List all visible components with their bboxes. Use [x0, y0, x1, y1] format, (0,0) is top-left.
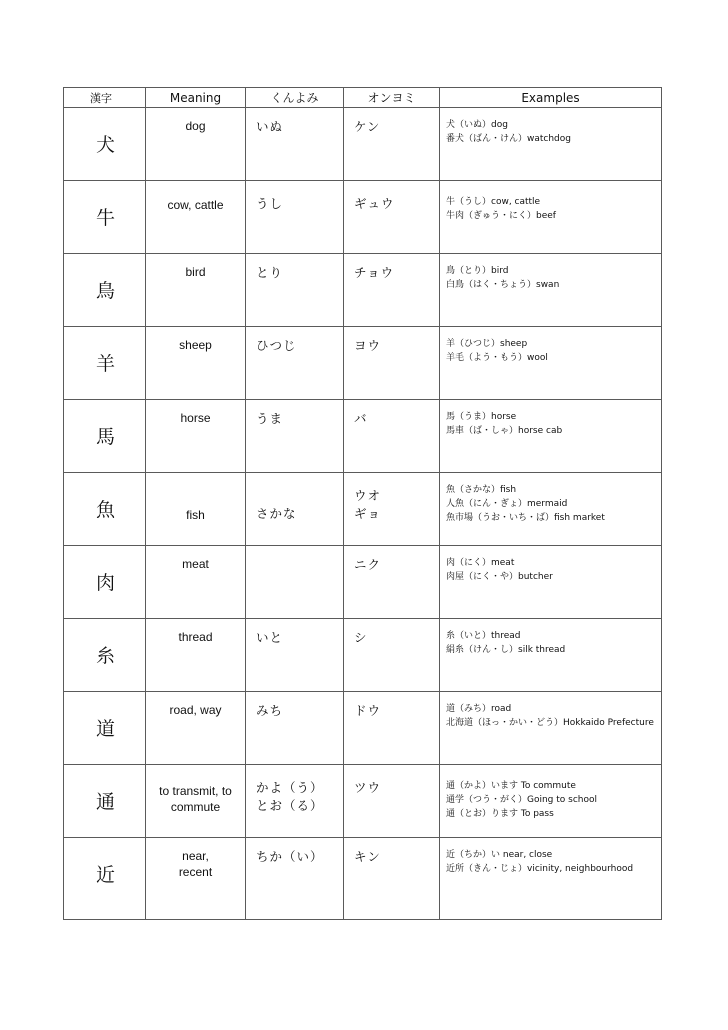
kanji-vocabulary-table — [63, 87, 662, 920]
table-row — [64, 327, 662, 400]
meaning-cell: near, recent — [146, 838, 246, 920]
example-line: 北海道（ほっ・かい・どう）Hokkaido Prefecture — [446, 718, 654, 728]
kunyomi-cell: いぬ — [246, 108, 344, 181]
examples-cell — [440, 400, 662, 473]
kunyomi-cell — [246, 765, 344, 838]
onyomi-reading: ギョ — [354, 506, 382, 521]
example-line: 道（みち）road — [446, 704, 512, 714]
example-line: 馬（うま）horse — [446, 412, 517, 422]
example-line: 魚（さかな）fish — [446, 485, 517, 495]
onyomi-cell: バ — [344, 400, 440, 473]
kanji-cell: 魚 — [64, 473, 146, 546]
example-line: 絹糸（けん・し）silk thread — [446, 645, 566, 655]
kanji-cell: 近 — [64, 838, 146, 920]
kunyomi-reading: とお（る） — [256, 798, 324, 813]
example-line: 通（かよ）います To commute — [446, 781, 576, 791]
kunyomi-cell: ひつじ — [246, 327, 344, 400]
example-line: 白鳥（はく・ちょう）swan — [446, 280, 560, 290]
example-line: 牛肉（ぎゅう・にく）beef — [446, 211, 556, 221]
example-line: 肉（にく）meat — [446, 558, 515, 568]
table-row — [64, 181, 662, 254]
onyomi-cell: キン — [344, 838, 440, 920]
example-line: 番犬（ばん・けん）watchdog — [446, 134, 571, 144]
kunyomi-cell: いと — [246, 619, 344, 692]
examples-cell — [440, 838, 662, 920]
meaning-cell: dog — [146, 108, 246, 181]
kunyomi-cell: とり — [246, 254, 344, 327]
example-line: 通学（つう・がく）Going to school — [446, 795, 598, 805]
header-examples: Examples — [440, 88, 662, 108]
example-line: 羊（ひつじ）sheep — [446, 339, 528, 349]
examples-cell — [440, 254, 662, 327]
table-row — [64, 692, 662, 765]
meaning-cell: bird — [146, 254, 246, 327]
table-row — [64, 546, 662, 619]
header-kunyomi: くんよみ — [246, 88, 344, 108]
onyomi-cell: ギュウ — [344, 181, 440, 254]
examples-cell — [440, 327, 662, 400]
examples-cell — [440, 108, 662, 181]
header-kanji: 漢字 — [64, 88, 146, 108]
table-row — [64, 254, 662, 327]
kunyomi-cell — [246, 546, 344, 619]
meaning-cell: cow, cattle — [146, 181, 246, 254]
example-line: 牛（うし）cow, cattle — [446, 197, 541, 207]
example-line: 人魚（にん・ぎょ）mermaid — [446, 499, 568, 509]
example-line: 糸（いと）thread — [446, 631, 521, 641]
example-line: 通（とお）ります To pass — [446, 809, 554, 819]
meaning-cell: sheep — [146, 327, 246, 400]
example-line: 魚市場（うお・いち・ば）fish market — [446, 513, 605, 523]
table-row — [64, 400, 662, 473]
onyomi-cell: ニク — [344, 546, 440, 619]
onyomi-cell: チョウ — [344, 254, 440, 327]
header-row — [64, 88, 662, 108]
kanji-cell: 馬 — [64, 400, 146, 473]
kunyomi-cell: うし — [246, 181, 344, 254]
kanji-cell: 犬 — [64, 108, 146, 181]
onyomi-cell: ツウ — [344, 765, 440, 838]
table-row — [64, 838, 662, 920]
kanji-cell: 羊 — [64, 327, 146, 400]
kunyomi-cell: みち — [246, 692, 344, 765]
table-row — [64, 473, 662, 546]
examples-cell — [440, 765, 662, 838]
examples-cell — [440, 546, 662, 619]
example-line: 犬（いぬ）dog — [446, 120, 508, 130]
examples-cell — [440, 692, 662, 765]
kunyomi-cell: うま — [246, 400, 344, 473]
onyomi-cell: ケン — [344, 108, 440, 181]
table-row — [64, 108, 662, 181]
meaning-cell: meat — [146, 546, 246, 619]
example-line: 羊毛（よう・もう）wool — [446, 353, 548, 363]
example-line: 近所（きん・じょ）vicinity, neighbourhood — [446, 864, 634, 874]
header-meaning: Meaning — [146, 88, 246, 108]
kanji-cell: 通 — [64, 765, 146, 838]
table-row — [64, 619, 662, 692]
kanji-cell: 肉 — [64, 546, 146, 619]
examples-cell — [440, 473, 662, 546]
meaning-cell: horse — [146, 400, 246, 473]
meaning-cell: fish — [146, 473, 246, 546]
onyomi-reading: ウオ — [354, 488, 382, 503]
kunyomi-reading: かよ（う） — [256, 780, 324, 795]
kanji-cell: 糸 — [64, 619, 146, 692]
meaning-cell: road, way — [146, 692, 246, 765]
meaning-cell: thread — [146, 619, 246, 692]
onyomi-cell: シ — [344, 619, 440, 692]
example-line: 近（ちか）い near, close — [446, 850, 553, 860]
kanji-cell: 牛 — [64, 181, 146, 254]
header-onyomi: オンヨミ — [344, 88, 440, 108]
examples-cell — [440, 181, 662, 254]
onyomi-cell: ドウ — [344, 692, 440, 765]
kanji-cell: 鳥 — [64, 254, 146, 327]
onyomi-cell — [344, 473, 440, 546]
onyomi-cell: ヨウ — [344, 327, 440, 400]
example-line: 鳥（とり）bird — [446, 266, 509, 276]
example-line: 肉屋（にく・や）butcher — [446, 572, 553, 582]
examples-cell — [440, 619, 662, 692]
table-row — [64, 765, 662, 838]
meaning-cell: to transmit, to commute — [146, 765, 246, 838]
kunyomi-cell: ちか（い） — [246, 838, 344, 920]
kunyomi-cell: さかな — [246, 473, 344, 546]
kanji-cell: 道 — [64, 692, 146, 765]
example-line: 馬車（ば・しゃ）horse cab — [446, 426, 563, 436]
